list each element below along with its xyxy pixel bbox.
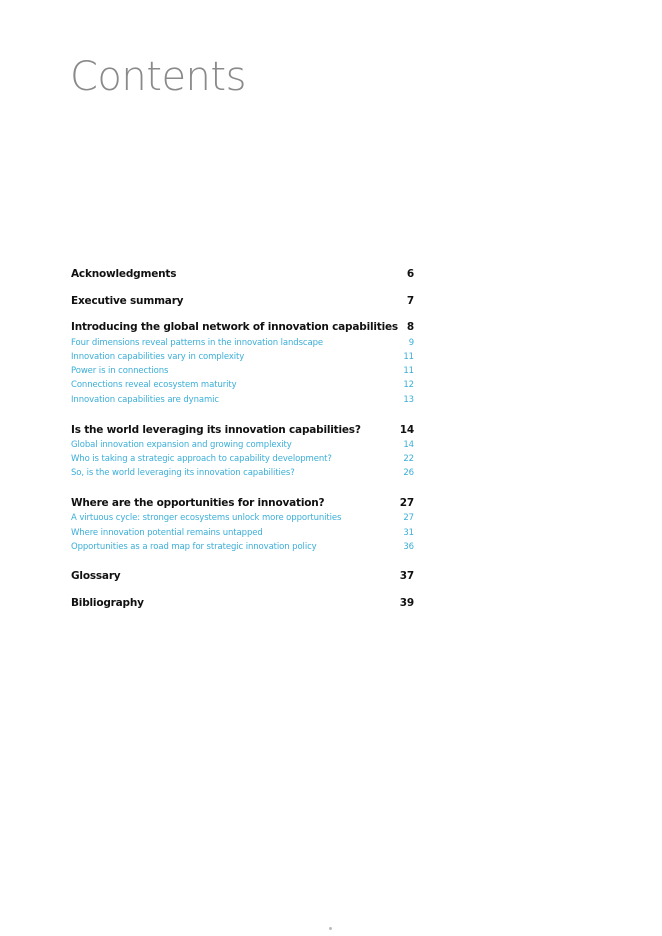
toc-subentry-page: 12 <box>403 380 414 390</box>
toc-subentry-label: Connections reveal ecosystem maturity <box>71 380 237 390</box>
toc-subentry-label: Global innovation expansion and growing complexity <box>71 440 292 450</box>
toc-entry-label: Where are the opportunities for innovation? <box>71 497 325 509</box>
toc-entry-label: Acknowledgments <box>71 268 177 280</box>
toc-subentry-page: 27 <box>403 513 414 523</box>
toc-subentry[interactable] <box>71 510 414 526</box>
toc-entry-label: Introducing the global network of innovation capabilities <box>71 321 398 333</box>
toc-subentry-page: 11 <box>403 352 414 362</box>
toc-subentry-label: Innovation capabilities are dynamic <box>71 395 220 405</box>
toc-subentry-page: 9 <box>408 338 414 348</box>
toc-subentry-page: 14 <box>403 440 414 450</box>
toc-entry-glossary[interactable] <box>71 568 414 584</box>
toc-entry-opportunities[interactable] <box>71 495 414 511</box>
toc-entry-page: 37 <box>399 570 414 582</box>
toc-entry-executive-summary[interactable] <box>71 293 414 309</box>
toc-subentry-page: 26 <box>403 468 414 478</box>
toc-entry-page: 14 <box>399 424 414 436</box>
toc-subentry-label: A virtuous cycle: stronger ecosystems unlock more opportunities <box>71 513 342 523</box>
toc-subentry-page: 11 <box>403 366 414 376</box>
toc-subentry[interactable] <box>71 392 414 408</box>
toc-entry-page: 6 <box>406 268 414 280</box>
toc-entry-bibliography[interactable] <box>71 595 414 611</box>
toc-entry-label: Executive summary <box>71 295 184 307</box>
toc-subentry-label: Four dimensions reveal patterns in the innovation landscape <box>71 338 324 348</box>
toc-subentry-label: Who is taking a strategic approach to capability development? <box>71 454 332 464</box>
toc-subentry-label: Opportunities as a road map for strategic innovation policy <box>71 542 317 552</box>
toc-subentry-label: Innovation capabilities vary in complexity <box>71 352 245 362</box>
toc-subentry[interactable] <box>71 539 414 555</box>
toc-subentry-page: 31 <box>403 528 414 538</box>
toc-entry-label: Glossary <box>71 570 121 582</box>
toc-subentry-page: 22 <box>403 454 414 464</box>
page-marker-dot <box>329 927 332 930</box>
toc-entry-acknowledgments[interactable] <box>71 266 414 282</box>
toc-subentry-page: 13 <box>403 395 414 405</box>
toc-entry-introducing[interactable] <box>71 319 414 335</box>
toc-subentry[interactable] <box>71 465 414 481</box>
toc-entry-page: 8 <box>406 321 414 333</box>
toc-subentry[interactable] <box>71 377 414 393</box>
toc-entry-page: 7 <box>406 295 414 307</box>
toc-entry-page: 27 <box>399 497 414 509</box>
toc-subentry-page: 36 <box>403 542 414 552</box>
toc-entry-label: Bibliography <box>71 597 144 609</box>
toc-entry-label: Is the world leveraging its innovation capabilities? <box>71 424 361 436</box>
toc-subentry-label: So, is the world leveraging its innovation capabilities? <box>71 468 295 478</box>
toc-entry-page: 39 <box>399 597 414 609</box>
page-title: Contents <box>70 54 246 100</box>
toc-subentry-label: Power is in connections <box>71 366 169 376</box>
toc-subentry-label: Where innovation potential remains untapped <box>71 528 263 538</box>
toc-entry-world-leveraging[interactable] <box>71 422 414 438</box>
